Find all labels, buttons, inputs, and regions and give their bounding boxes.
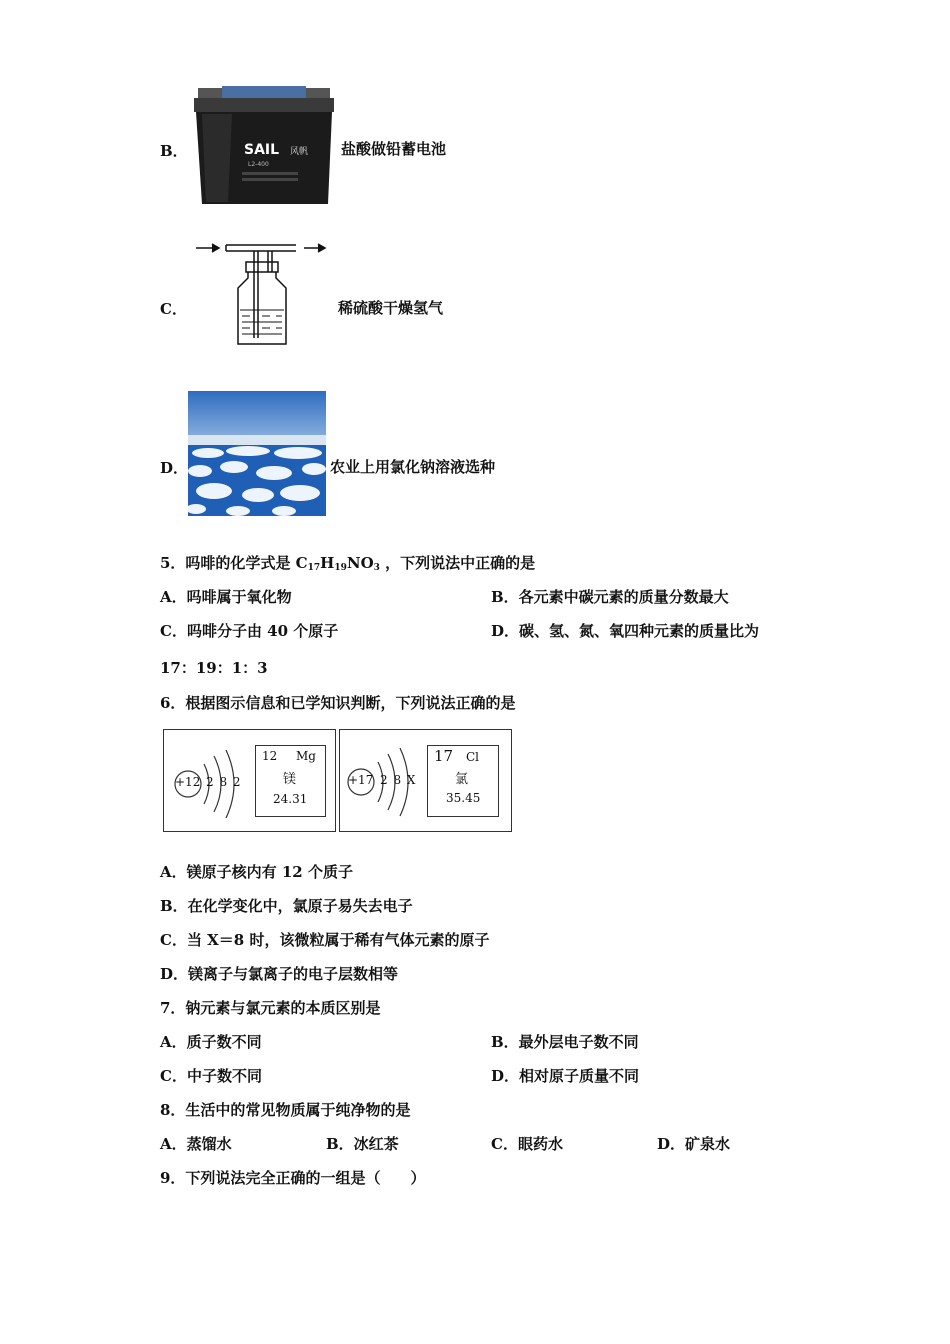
sodium-chloride-sea-image	[188, 391, 326, 516]
q9-stem: 9．下列说法完全正确的一组是（ ）	[160, 1169, 426, 1187]
q5-option-d-continued: 17：19：1：3	[160, 659, 268, 677]
q8-option-b[interactable]: B．冰红茶	[326, 1135, 399, 1153]
q7-stem: 7．钠元素与氯元素的本质区别是	[160, 999, 381, 1017]
mg-atomic-mass: 24.31	[273, 792, 308, 806]
q8-option-a[interactable]: A．蒸馏水	[160, 1135, 232, 1153]
q6-stem: 6．根据图示信息和已学知识判断，下列说法正确的是	[160, 694, 516, 712]
mg-element-card	[255, 745, 326, 817]
cl-atomic-number: 17	[434, 747, 454, 765]
q5-option-d[interactable]: D．碳、氢、氮、氧四种元素的质量比为	[491, 622, 760, 640]
mg-nucleus-charge: +12	[175, 775, 201, 789]
battery-brand-text: SAIL	[244, 142, 280, 158]
option-c-text: 稀硫酸干燥氢气	[338, 299, 444, 317]
q5-option-b[interactable]: B．各元素中碳元素的质量分数最大	[491, 588, 729, 606]
cl-element-card	[427, 745, 499, 817]
cl-symbol: Cl	[466, 750, 480, 764]
q7-option-b[interactable]: B．最外层电子数不同	[491, 1033, 639, 1051]
cl-atomic-mass: 35.45	[446, 791, 481, 805]
lead-acid-battery-image	[192, 84, 338, 210]
q8-stem: 8．生活中的常见物质属于纯净物的是	[160, 1101, 411, 1119]
q5-option-a[interactable]: A．吗啡属于氧化物	[160, 588, 292, 606]
q6-option-b[interactable]: B．在化学变化中，氯原子易失去电子	[160, 897, 413, 915]
option-d-letter: D．	[160, 459, 189, 477]
mg-atom-diagram	[163, 729, 336, 832]
mg-electron-shells: 2 8 2	[206, 775, 241, 789]
option-d-text: 农业上用氯化钠溶液选种	[330, 458, 496, 476]
q8-option-d[interactable]: D．矿泉水	[657, 1135, 731, 1153]
battery-model-text: L2-400	[248, 161, 269, 168]
cl-nucleus-charge: +17	[348, 773, 374, 787]
option-c-letter: C．	[160, 300, 187, 318]
gas-washing-bottle-image	[192, 238, 328, 350]
cl-name: 氯	[455, 772, 469, 787]
q6-option-d[interactable]: D．镁离子与氯离子的电子层数相等	[160, 965, 399, 983]
q6-option-a[interactable]: A．镁原子核内有 12 个质子	[160, 863, 353, 881]
q7-option-c[interactable]: C．中子数不同	[160, 1067, 262, 1085]
q8-option-c[interactable]: C．眼药水	[491, 1135, 563, 1153]
cl-electron-shells: 2 8 X	[380, 773, 416, 787]
q7-option-a[interactable]: A．质子数不同	[160, 1033, 262, 1051]
option-b-letter: B．	[160, 142, 188, 160]
q7-option-d[interactable]: D．相对原子质量不同	[491, 1067, 640, 1085]
mg-symbol: Mg	[296, 749, 316, 763]
mg-name: 镁	[283, 772, 297, 787]
cl-atom-diagram	[339, 729, 512, 832]
q6-option-c[interactable]: C．当 X＝8 时，该微粒属于稀有气体元素的原子	[160, 931, 490, 949]
battery-brand2-text: 风帆	[290, 147, 309, 157]
q5-option-c[interactable]: C．吗啡分子由 40 个原子	[160, 622, 339, 640]
option-b-text: 盐酸做铅蓄电池	[341, 140, 447, 158]
q5-stem: 5．吗啡的化学式是 $C_{17}H_{19}NO_3$ ，下列说法中正确的是	[160, 554, 536, 573]
mg-atomic-number: 12	[262, 749, 278, 763]
